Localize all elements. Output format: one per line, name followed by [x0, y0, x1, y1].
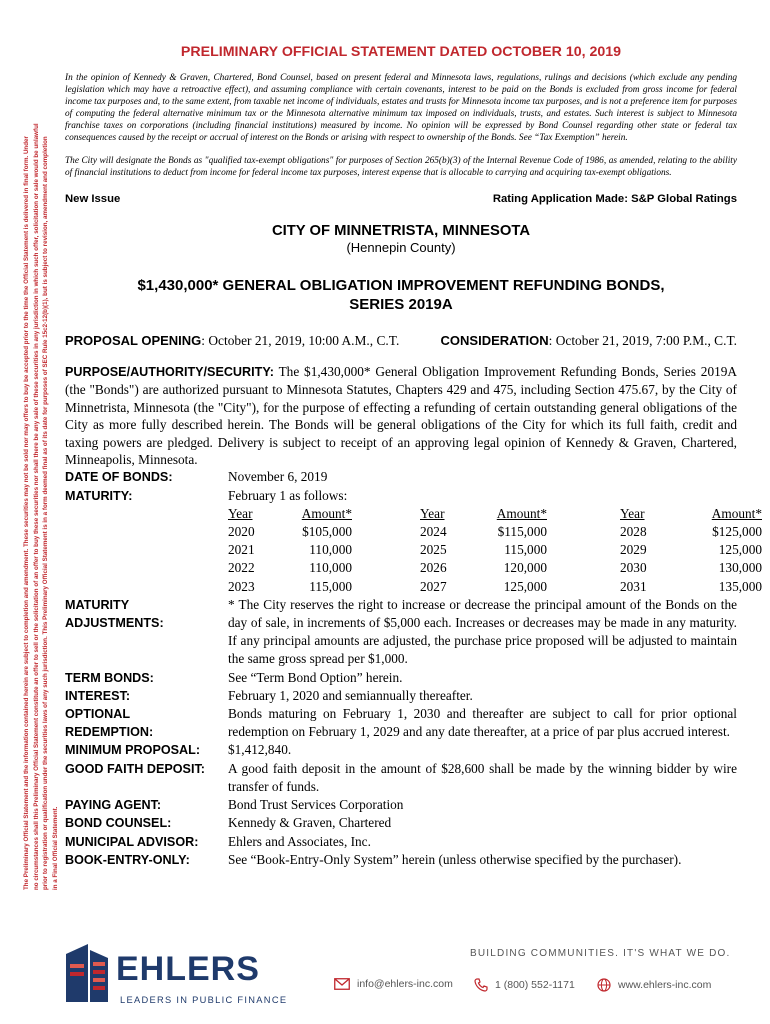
- tax-opinion-paragraph: In the opinion of Kennedy & Graven, Chartered, Bond Counsel, based on present federal and Minnesota laws, regulations, rulings and decisions (which exclude any pending legislation which may have a retroactive effect), and assuming compliance with certain covenants, interest to be paid on the Bonds is excluded from gross income for federal income tax purposes and, to the same extent, from taxable net income of individuals, estates and trusts for Minnesota income tax purposes, and is not a preference item for purposes of computing the federal alternative minimum tax or the Minnesota alternative minimum tax imposed on individuals, trusts, and estates. Such interest is subject to Minnesota franchise taxes on corporations (including financial institutions) measured by income. No opinion will be expressed by Bond Counsel regarding other state or federal tax consequences caused by the receipt or accrual of interest on the Bonds or arising with respect to ownership of the Bonds. See “Tax Exemption” herein.: [65, 73, 737, 143]
- table-cell-amount: 110,000: [309, 542, 352, 558]
- date-of-bonds-value: November 6, 2019: [228, 469, 328, 485]
- paying-agent-label: PAYING AGENT:: [65, 798, 162, 813]
- contact-website-text: www.ehlers-inc.com: [618, 979, 712, 991]
- purpose-paragraph: [65, 363, 737, 468]
- table-cell-amount: 130,000: [718, 560, 762, 576]
- book-entry-label: BOOK-ENTRY-ONLY:: [65, 852, 190, 867]
- maturity-label: MATURITY:: [65, 488, 133, 503]
- interest-row: [65, 687, 737, 705]
- table-cell-amount: 120,000: [503, 560, 547, 576]
- term-bonds-value: See “Term Bond Option” herein.: [228, 669, 403, 685]
- purpose-label: PURPOSE/AUTHORITY/SECURITY:: [65, 365, 274, 379]
- municipal-advisor-label: MUNICIPAL ADVISOR:: [65, 834, 199, 849]
- table-header-year: Year: [620, 505, 645, 521]
- table-cell-amount: 115,000: [504, 542, 547, 558]
- contact-email-text: info@ehlers-inc.com: [357, 978, 453, 990]
- interest-value: February 1, 2020 and semiannually thereafter.: [228, 687, 473, 703]
- minimum-proposal-row: [65, 741, 737, 759]
- label-line: MATURITY: [65, 597, 130, 612]
- consideration-label: CONSIDERATION: [440, 333, 549, 348]
- maturity-schedule: [228, 505, 762, 596]
- issuer-name: CITY OF MINNETRISTA, MINNESOTA: [271, 223, 531, 239]
- optional-redemption-value: Bonds maturing on February 1, 2030 and thereafter are subject to call for prior optional redemption on February 1, 2029 and any date thereafter, at a price of par plus accrued interest.: [228, 706, 737, 740]
- optional-redemption-row: [65, 705, 737, 741]
- label-line: OPTIONAL: [65, 707, 131, 722]
- paying-agent-value: Bond Trust Services Corporation: [228, 797, 404, 813]
- table-cell-year: 2020: [228, 524, 255, 540]
- minimum-proposal-label: MINIMUM PROPOSAL:: [65, 743, 201, 758]
- minimum-proposal-value: $1,412,840.: [228, 742, 292, 758]
- municipal-advisor-value: Ehlers and Associates, Inc.: [228, 833, 371, 849]
- contact-phone[interactable]: [474, 978, 575, 992]
- logo-wordmark: EHLERS: [116, 950, 260, 988]
- table-cell-year: 2021: [228, 542, 255, 558]
- interest-label: INTEREST:: [65, 688, 131, 703]
- disclaimer-line: prior to registration or qualification under the securities laws of any such jurisdiction. This Preliminary Official Statement is in a form deemed final as of its date for purposes of SEC Rule 15c2-12(b)(1), but is subject to revision, amendment and completion: [42, 136, 49, 890]
- table-cell-amount: $125,000: [712, 524, 762, 540]
- good-faith-label: GOOD FAITH DEPOSIT:: [65, 761, 205, 776]
- maturity-adjustments-label: [65, 596, 228, 669]
- ehlers-logo-mark-icon: [64, 942, 114, 1004]
- disclaimer-text: [22, 30, 60, 890]
- consideration-value: : October 21, 2019, 7:00 P.M., C.T.: [548, 333, 737, 348]
- table-header-amount: Amount*: [496, 505, 547, 521]
- term-bonds-row: [65, 669, 737, 687]
- page-title: PRELIMINARY OFFICIAL STATEMENT DATED OCTOBER 10, 2019: [180, 44, 622, 60]
- maturity-schedule-row: [65, 505, 762, 596]
- proposal-opening: [65, 333, 399, 349]
- globe-icon: [597, 978, 611, 992]
- maturity-row: [65, 487, 737, 505]
- table-cell-amount: 135,000: [718, 578, 762, 594]
- bond-title: [65, 276, 737, 314]
- label-line: REDEMPTION:: [65, 725, 154, 740]
- footer-slogan: BUILDING COMMUNITIES. IT'S WHAT WE DO.: [470, 948, 731, 959]
- book-entry-row: [65, 851, 737, 869]
- maturity-adjustments-value: * The City reserves the right to increase or decrease the principal amount of the Bonds on the day of sale, in increments of $5,000 each. Increases or decreases may be made in any maturity. If any principal amounts are adjusted, the purchase price proposed will be adjusted to maintain the same gross spread per $1,000.: [228, 596, 737, 667]
- contact-email[interactable]: [334, 978, 453, 990]
- book-entry-value: See “Book-Entry-Only System” herein (unless otherwise specified by the purchaser).: [228, 851, 682, 867]
- table-cell-year: 2023: [228, 578, 255, 594]
- table-cell-amount: 110,000: [309, 560, 352, 576]
- paying-agent-row: [65, 796, 737, 814]
- table-cell-amount: 125,000: [503, 578, 547, 594]
- label-line: ADJUSTMENTS:: [65, 616, 164, 631]
- proposal-row: [65, 333, 737, 349]
- proposal-opening-value: : October 21, 2019, 10:00 A.M., C.T.: [201, 333, 400, 348]
- term-bonds-label: TERM BONDS:: [65, 670, 154, 685]
- phone-icon: [474, 978, 488, 992]
- disclaimer-line: The Preliminary Official Statement and the information contained herein are subject to completion and amendment. These securities may not be sold nor may offers to buy be accepted prior to the time the Official Statement is delivered in final form. Under: [23, 136, 30, 890]
- issue-info-row: [65, 193, 737, 205]
- table-cell-year: 2028: [620, 524, 647, 540]
- bond-counsel-row: [65, 814, 737, 832]
- disclaimer-line: in a Final Official Statement.: [51, 806, 59, 890]
- disclaimer-line: no circumstances shall this Preliminary Official Statement constitute an offer to sell or the solicitation of an offer to buy these securities nor shall there be any sale of these securities in any jurisdiction in which such offer, solicitation or sale would be unlawful: [32, 123, 40, 890]
- table-cell-amount: $115,000: [497, 524, 547, 540]
- good-faith-row: [65, 760, 737, 796]
- maturity-value: February 1 as follows:: [228, 487, 348, 503]
- table-cell-year: 2031: [620, 578, 647, 594]
- table-header-year: Year: [420, 505, 445, 521]
- disclaimer-sidebar: [0, 40, 60, 890]
- footer: [0, 930, 770, 1024]
- mail-icon: [334, 978, 350, 990]
- qualified-obligations-paragraph: The City will designate the Bonds as "qualified tax-exempt obligations" for purposes of Section 265(b)(3) of the Internal Revenue Code of 1986, as amended, relating to the ability of financial institutions to deduct from income for federal income tax purposes, interest expense that is allocable to carrying and acquiring tax-exempt obligations.: [65, 156, 737, 178]
- consideration: [441, 333, 737, 349]
- table-cell-year: 2024: [420, 524, 447, 540]
- municipal-advisor-row: [65, 833, 737, 851]
- table-header-amount: Amount*: [711, 505, 762, 521]
- document-page: [65, 44, 762, 869]
- new-issue-label: New Issue: [65, 193, 121, 205]
- table-header-amount: Amount*: [301, 505, 352, 521]
- bond-title-line: SERIES 2019A: [349, 296, 453, 313]
- maturity-adjustments-row: [65, 596, 737, 669]
- table-cell-year: 2026: [420, 560, 447, 576]
- table-cell-year: 2022: [228, 560, 255, 576]
- date-of-bonds-row: [65, 468, 737, 486]
- maturity-table: [228, 505, 762, 596]
- bond-counsel-value: Kennedy & Graven, Chartered: [228, 815, 392, 831]
- table-cell-year: 2025: [420, 542, 447, 558]
- optional-redemption-label: [65, 705, 228, 741]
- table-cell-amount: 115,000: [309, 578, 352, 594]
- good-faith-value: A good faith deposit in the amount of $28,600 shall be made by the winning bidder by wire transfer of funds.: [228, 760, 737, 794]
- table-cell-year: 2027: [420, 578, 447, 594]
- date-of-bonds-label: DATE OF BONDS:: [65, 470, 173, 485]
- table-cell-year: 2030: [620, 560, 647, 576]
- proposal-opening-label: PROPOSAL OPENING: [65, 333, 202, 348]
- purpose-text: The $1,430,000* General Obligation Improvement Refunding Bonds, Series 2019A (the "Bonds") are authorized pursuant to Minnesota Statutes, Chapters 429 and 475, including Section 475.67, by the City of Minnetrista, Minnesota (the "City"), for the purpose of effecting a refunding of certain outstanding general obligations of the City as more fully described herein. The Bonds will be general obligations of the City for which its full faith, credit and taxing powers are pledged. Delivery is subject to receipt of an approving legal opinion of Kennedy & Graven, Chartered, Minneapolis, Minnesota.: [65, 364, 737, 468]
- table-cell-year: 2029: [620, 542, 647, 558]
- table-cell-amount: 125,000: [718, 542, 762, 558]
- issuer-county: (Hennepin County): [346, 240, 456, 255]
- logo-tagline: LEADERS IN PUBLIC FINANCE: [120, 995, 288, 1005]
- contact-website[interactable]: [597, 978, 711, 992]
- schedule-spacer: [65, 505, 228, 596]
- table-header-year: Year: [228, 505, 253, 521]
- rating-label: Rating Application Made: S&P Global Ratings: [492, 193, 737, 205]
- table-cell-amount: $105,000: [302, 524, 352, 540]
- bond-title-line: $1,430,000* GENERAL OBLIGATION IMPROVEMENT REFUNDING BONDS,: [137, 277, 665, 294]
- contact-phone-text: 1 (800) 552-1171: [495, 979, 575, 991]
- bond-counsel-label: BOND COUNSEL:: [65, 816, 172, 831]
